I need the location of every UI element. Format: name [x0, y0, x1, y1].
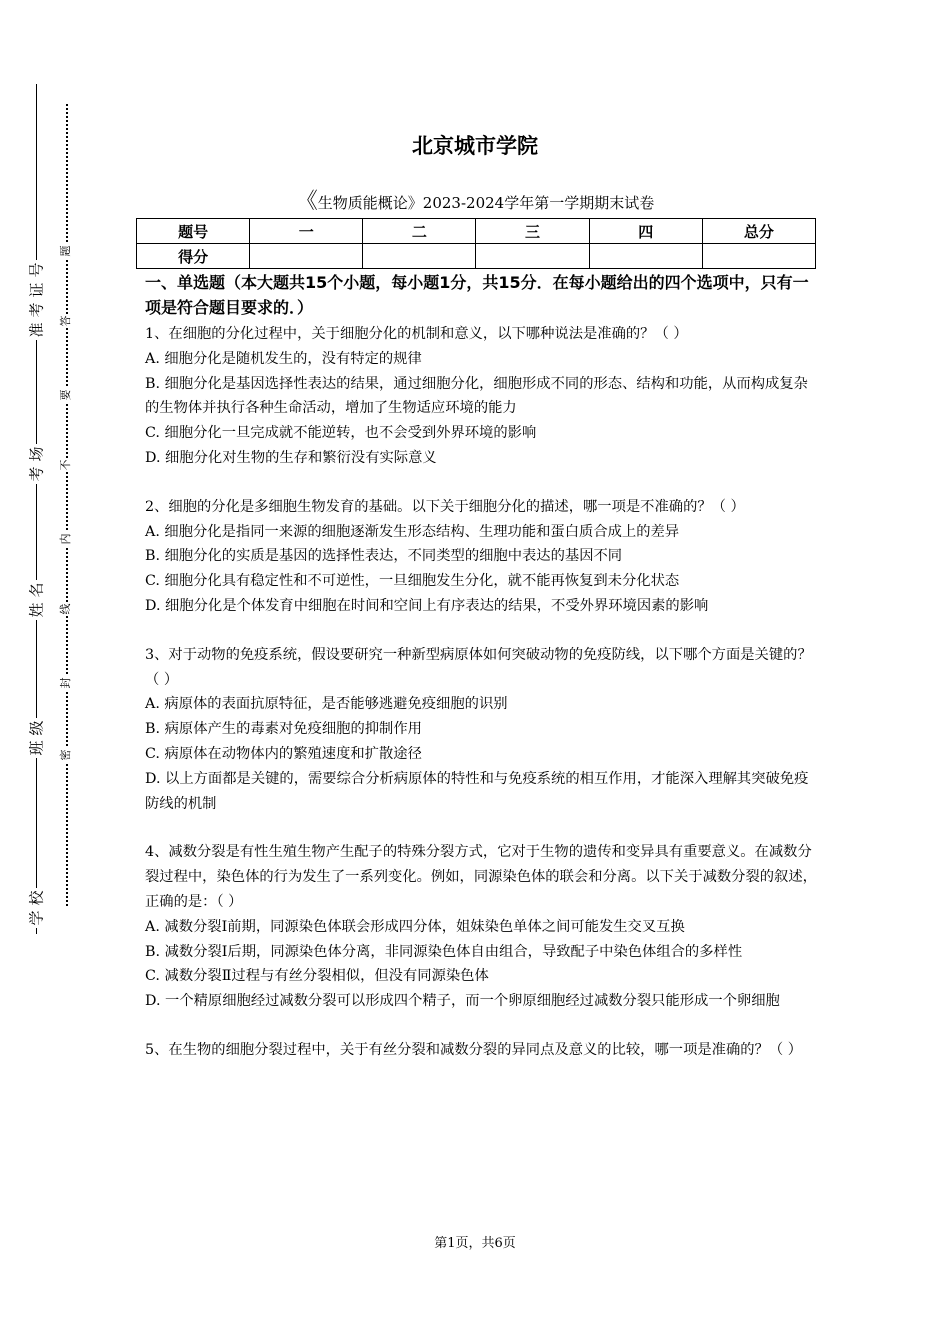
question-stem: 4、减数分裂是有性生殖生物产生配子的特殊分裂方式，它对于生物的遗传和变异具有重要意义。在减数分裂过程中，染色体的行为发生了一系列变化。例如，同源染色体的联会和分离。以下关于减数分裂的叙述，正确的是：（ ） — [145, 844, 817, 910]
question-2 — [145, 495, 817, 619]
score-cell[interactable] — [363, 244, 476, 269]
school-name: 北京城市学院 — [412, 134, 538, 158]
question-1 — [145, 322, 817, 471]
question-4 — [145, 840, 817, 1014]
name-label: 名 姓 — [27, 582, 46, 618]
question-option: A. 细胞分化是指同一来源的细胞逐渐发生形态结构、生理功能和蛋白质合成上的差异 — [145, 523, 680, 540]
question-option: A. 细胞分化是随机发生的，没有特定的规律 — [145, 350, 422, 367]
score-cell[interactable] — [250, 244, 363, 269]
score-cell: 一 — [250, 219, 363, 244]
subtitle-text: 生物质能概论》2023-2024学年第一学期期末试卷 — [317, 194, 655, 212]
score-cell: 四 — [589, 219, 702, 244]
question-option: D. 以上方面都是关键的，需要综合分析病原体的特性和与免疫系统的相互作用，才能深入理解其突破免疫防线的机制 — [145, 770, 809, 812]
school-field — [22, 888, 52, 928]
question-stem: 2、细胞的分化是多细胞生物发育的基础。以下关于细胞分化的描述，哪一项是不准确的？（ ） — [145, 498, 745, 515]
seal-char: 要 — [59, 389, 72, 401]
score-cell: 总分 — [702, 219, 815, 244]
seal-char: 线 — [59, 603, 72, 615]
name-field — [22, 580, 52, 620]
score-cell: 得分 — [137, 244, 250, 269]
question-stem: 5、在生物的细胞分裂过程中，关于有丝分裂和减数分裂的异同点及意义的比较，哪一项是准确的？（ ） — [145, 1041, 802, 1058]
seal-dotted-line — [66, 104, 68, 906]
score-cell: 题号 — [137, 219, 250, 244]
exam-content — [145, 270, 817, 1087]
question-option: A. 减数分裂Ⅰ前期，同源染色体联会形成四分体，姐妹染色单体之间可能发生交叉互换 — [145, 918, 685, 935]
school-label: 校 学 — [27, 890, 46, 926]
class-label: 级 班 — [27, 720, 46, 756]
score-cell[interactable] — [589, 244, 702, 269]
question-option: D. 细胞分化是个体发育中细胞在时间和空间上有序表达的结果，不受外界环境因素的影响 — [145, 597, 709, 614]
question-option: D. 细胞分化对生物的生存和繁衍没有实际意义 — [145, 449, 437, 466]
score-header-row — [137, 219, 816, 244]
question-option: B. 病原体产生的毒素对免疫细胞的抑制作用 — [145, 721, 422, 738]
question-3 — [145, 643, 817, 817]
subtitle-bracket: 《 — [295, 189, 318, 214]
question-option: C. 细胞分化具有稳定性和不可逆性，一旦细胞发生分化，就不能再恢复到未分化状态 — [145, 573, 680, 590]
question-option: C. 细胞分化一旦完成就不能逆转，也不会受到外界环境的影响 — [145, 425, 537, 442]
exam-subtitle — [0, 184, 950, 215]
question-option: B. 减数分裂Ⅰ后期，同源染色体分离，非同源染色体自由组合，导致配子中染色体组合的多样性 — [145, 943, 743, 960]
seal-char: 内 — [59, 533, 72, 545]
score-cell: 二 — [363, 219, 476, 244]
exam-room-label: 场 考 — [27, 446, 46, 482]
score-cell[interactable] — [702, 244, 815, 269]
question-option: C. 病原体在动物体内的繁殖速度和扩散途径 — [145, 745, 422, 762]
seal-char: 封 — [59, 677, 72, 689]
section-title: 一、单选题（本大题共15个小题，每小题1分，共15分．在每小题给出的四个选项中，只有一项是符合题目要求的．） — [145, 273, 809, 317]
seal-char: 密 — [59, 749, 72, 761]
seal-char: 题 — [59, 245, 72, 257]
question-option: C. 减数分裂Ⅱ过程与有丝分裂相似，但没有同源染色体 — [145, 968, 489, 985]
question-5 — [145, 1038, 817, 1063]
seal-line-strip — [56, 104, 76, 906]
score-cell: 三 — [476, 219, 589, 244]
question-option: B. 细胞分化是基因选择性表达的结果，通过细胞分化，细胞形成不同的形态、结构和功能，从而构成复杂的生物体并执行各种生命活动，增加了生物适应环境的能力 — [145, 375, 808, 417]
score-table — [136, 218, 816, 269]
question-option: B. 细胞分化的实质是基因的选择性表达，不同类型的细胞中表达的基因不同 — [145, 548, 623, 565]
page-footer: 第1页，共6页 — [434, 1236, 516, 1251]
question-stem: 3、对于动物的免疫系统，假设要研究一种新型病原体如何突破动物的免疫防线，以下哪个方面是关键的？（ ） — [145, 646, 812, 688]
seal-char: 答 — [59, 315, 72, 327]
exam-number-label: 号 证 考 准 — [27, 262, 46, 338]
question-option: A. 病原体的表面抗原特征，是否能够逃避免疫细胞的识别 — [145, 696, 508, 713]
question-option: D. 一个精原细胞经过减数分裂可以形成四个精子，而一个卵原细胞经过减数分裂只能形成一个卵细胞 — [145, 993, 780, 1010]
class-field — [22, 718, 52, 758]
question-stem: 1、在细胞的分化过程中，关于细胞分化的机制和意义，以下哪种说法是准确的？（ ） — [145, 326, 688, 342]
score-value-row — [137, 244, 816, 269]
exam-number-field — [22, 260, 52, 340]
seal-char: 不 — [59, 459, 72, 471]
score-cell[interactable] — [476, 244, 589, 269]
exam-room-field — [22, 444, 52, 484]
